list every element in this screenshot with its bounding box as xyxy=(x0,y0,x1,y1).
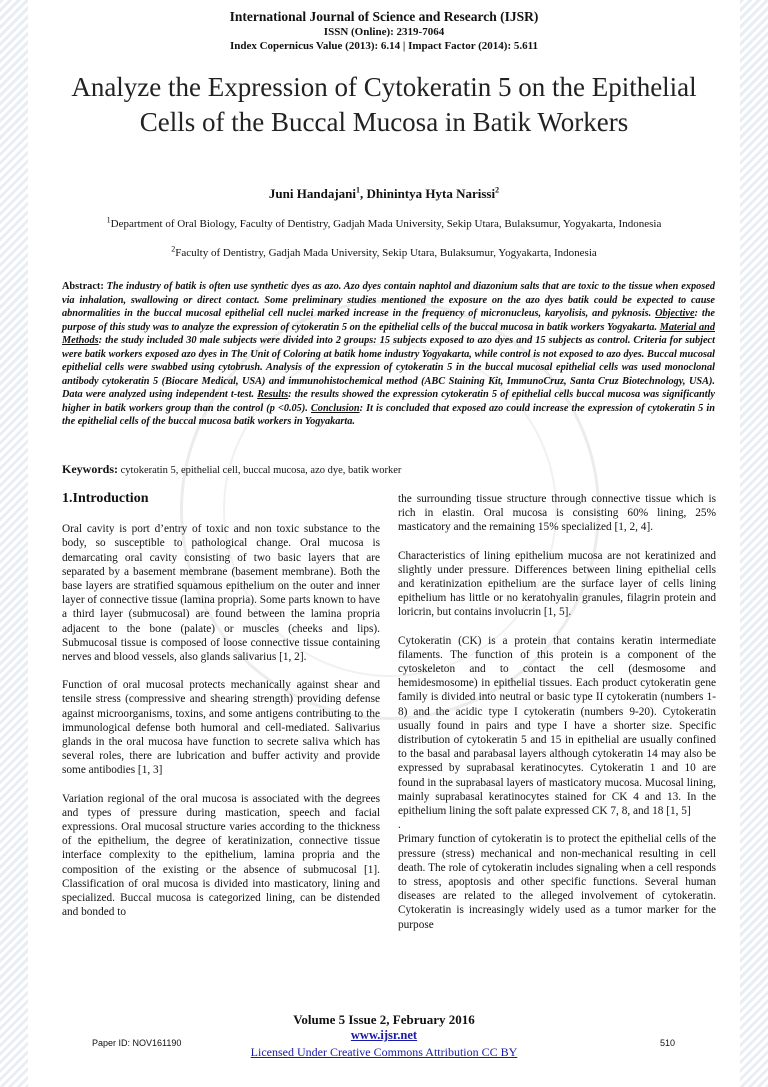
left-border-stripe xyxy=(0,0,28,1087)
affiliation-2-text: Faculty of Dentistry, Gadjah Mada University, Sekip Utara, Bulaksumur, Yogyakarta, Indonesia xyxy=(175,247,597,259)
affiliation-1-sup: 1 xyxy=(106,215,111,225)
page-number: 510 xyxy=(660,1038,676,1048)
authors xyxy=(0,186,768,202)
index-info: Index Copernicus Value (2013): 6.14 | Impact Factor (2014): 5.611 xyxy=(229,40,539,52)
abstract-label: Abstract: xyxy=(62,281,104,292)
paragraph: the surrounding tissue structure through connective tissue which is rich in elastin. Oral mucosa is consisting 60% lining, 25% masticatory and the remaining 15% specialized [1, 2, 4]. xyxy=(398,493,716,534)
paragraph: Variation regional of the oral mucosa is associated with the degrees and types of pressure during mastication, speech and facial expressions. Oral mucosal structure varies according to the thickness of the epithelium, the degree of keratinization, connective tissue interface complexity to the epithelium, lamina propria and the composition of the existing or the absence of submucosal [1]. Classification of oral mucosa is divided into masticatory, lining and specialized. Buccal mucosa is categorized lining, can be distended and bonded to xyxy=(62,792,380,919)
keywords xyxy=(62,462,715,477)
author-separator: , xyxy=(360,186,367,201)
paper-id: Paper ID: NOV161190 xyxy=(92,1038,182,1048)
abstract-text-5: : It is concluded that exposed azo could increase the expression of cytokeratin 5 in the epithelial cells of the buccal mucosa batik workers in Yogyakarta. xyxy=(62,402,715,427)
affiliation-1 xyxy=(0,215,768,230)
right-border-stripe xyxy=(740,0,768,1087)
paragraph: Characteristics of lining epithelium mucosa are not keratinized and slightly under pressure. Differences between lining epithelial cells and keratinization epithelium are the surface layer of cells lining epithelium has little or no keratohyalin granules, filagrin protein and loricrin, but contains involucrin [1, 5]. xyxy=(398,549,716,619)
abstract-text-2: : the purpose of this study was to analyze the expression of cytokeratin 5 on the epithelial cells of the buccal mucosa in batik workers Yogyakarta. xyxy=(62,308,715,333)
objective-label: Objective xyxy=(655,308,695,319)
affiliation-2-sup: 2 xyxy=(171,244,176,254)
journal-name: International Journal of Science and Research (IJSR) xyxy=(229,9,539,24)
methods-label: Material and Methods xyxy=(62,321,715,346)
paragraph: Oral cavity is port d’entry of toxic and non toxic substance to the body, so susceptible to pathological change. Oral mucosa is demarcating oral cavity consisting of two basic layers that are separated by a basement membrane (basement membrane). Both the base layers are stratified squamous epithelium on the outer and inner layer of connective tissue (lamina propria). Some parts known to have a third layer (submucosal) are found between the lamina propria adjacent to the bone (palate) or muscles (cheeks and lips). Submucosal tissue is composed of loose connective tissue containing nerves and blood vessels, also glands salivarius [1, 2]. xyxy=(62,523,380,664)
paragraph: Function of oral mucosal protects mechanically against shear and tensile stress (compressive and shearing strength) providing defense against microorganisms, toxins, and some antigens contributing to the immunological defense both humoral and cell-mediated. Salivarius glands in the oral mucosa have function to secrete saliva which has several roles, there are lubrication and buffer activity and provide some antibodies [1, 3] xyxy=(62,679,380,777)
journal-header xyxy=(0,8,768,53)
author-2-sup: 2 xyxy=(495,185,500,195)
affiliation-1-text: Department of Oral Biology, Faculty of Dentistry, Gadjah Mada University, Sekip Utara, Bulaksumur, Yogyakarta, Indonesia xyxy=(110,218,662,230)
abstract-text-1: The industry of batik is often use synthetic dyes as azo. Azo dyes contain naphtol and diazonium salts that are toxic to the tissue when exposed via inhalation, swallowing or direct contact. Some preliminary studies mentioned the exposure on the azo dyes batik could be expected to cause abnormalities in the buccal mucosal epithelial cell nuclei marked increase in the frequency of micronucleus, karyolisis, and pyknosis. xyxy=(62,281,715,319)
keywords-label: Keywords: xyxy=(62,462,118,476)
issn: ISSN (Online): 2319-7064 xyxy=(323,26,445,38)
paragraph: Cytokeratin (CK) is a protein that contains keratin intermediate filaments. The function of this protein is a component of the cytoskeleton and to contact the cell (desmosome and hemidesmosome) in epithelial tissues. Each product cytokeratin gene family is divided into neutral or basic type II cytokeratin (numbers 1-8) and the acidic type I cytokeratin (numbers 9-20). Cytokeratin usually found in pairs and type I have a shorter size. Specific distribution of cytokeratin 5 and 15 in epithelial are usually confined to the basal and parabasal layers although cytokeratin 14 may also be expressed by suprabasal keratinocytes. Cytokeratin 1 and 10 are found in the suprabasal layers of masticatory mucosa. Mucosal lining, mainly suprabasal keratinocytes stained for CK 4 and 13. In the epithelium lining the soft palate expressed CK 7, 8, and 18 [1, 5] xyxy=(398,634,716,818)
footer-volume: Volume 5 Issue 2, February 2016 xyxy=(293,1012,475,1027)
paper-title: Analyze the Expression of Cytokeratin 5 on the Epithelial Cells of the Buccal Mucosa in Batik Workers xyxy=(71,72,697,137)
footer-url-link[interactable]: www.ijsr.net xyxy=(350,1028,418,1042)
abstract xyxy=(62,280,715,429)
left-column xyxy=(62,492,380,933)
author-2: Dhinintya Hyta Narissi xyxy=(366,186,496,201)
footer-license-link[interactable]: Licensed Under Creative Commons Attribution CC BY xyxy=(250,1045,518,1059)
abstract-text-4: : the results showed the expression cytokeratin 5 of epithelial cells buccal mucosa was significantly higher in batik workers group than the control (p <0.05). xyxy=(62,389,715,414)
author-1-sup: 1 xyxy=(356,185,360,195)
abstract-text-3: : the study included 30 male subjects were divided into 2 groups: 15 subjects exposed to azo dyes and 15 subjects as control. Criteria for subject were batik workers exposed azo dyes in The Unit of Coloring at batik home industry Yogyakarta, while control is not exposed to azo dyes. Buccal mucosal epithelial cells were swabbed using cytobrush. Analysis of the expression of cytokeratin 5 in the buccal mucosal epithelial cells was used monoclonal antibody cytokeratin 5 (Biocare Medical, USA) and immunohistochemical method (ABC Staining Kit, ImmunoCruz, Santa Cruz Biotechnology, USA). Data were analyzed using independent t-test. xyxy=(62,335,715,400)
right-column xyxy=(398,492,716,946)
paragraph: Primary function of cytokeratin is to protect the epithelial cells of the pressure (stress) mechanical and non-mechanical resulting in cell death. The role of cytokeratin includes signaling when a cell responds to stress, apoptosis and other specific functions. Several human diseases are related to the alleged involvement of cytokeratin. Cytokeratin is increasingly widely used as a tumor marker for the purpose xyxy=(398,833,716,931)
author-1: Juni Handajani xyxy=(268,186,356,201)
paragraph: . xyxy=(398,819,401,832)
section-heading-introduction: 1.Introduction xyxy=(62,491,149,506)
affiliation-2 xyxy=(0,244,768,259)
conclusion-label: Conclusion xyxy=(310,402,360,414)
results-label: Results xyxy=(257,389,289,400)
keywords-text: cytokeratin 5, epithelial cell, buccal mucosa, azo dye, batik worker xyxy=(118,465,402,476)
